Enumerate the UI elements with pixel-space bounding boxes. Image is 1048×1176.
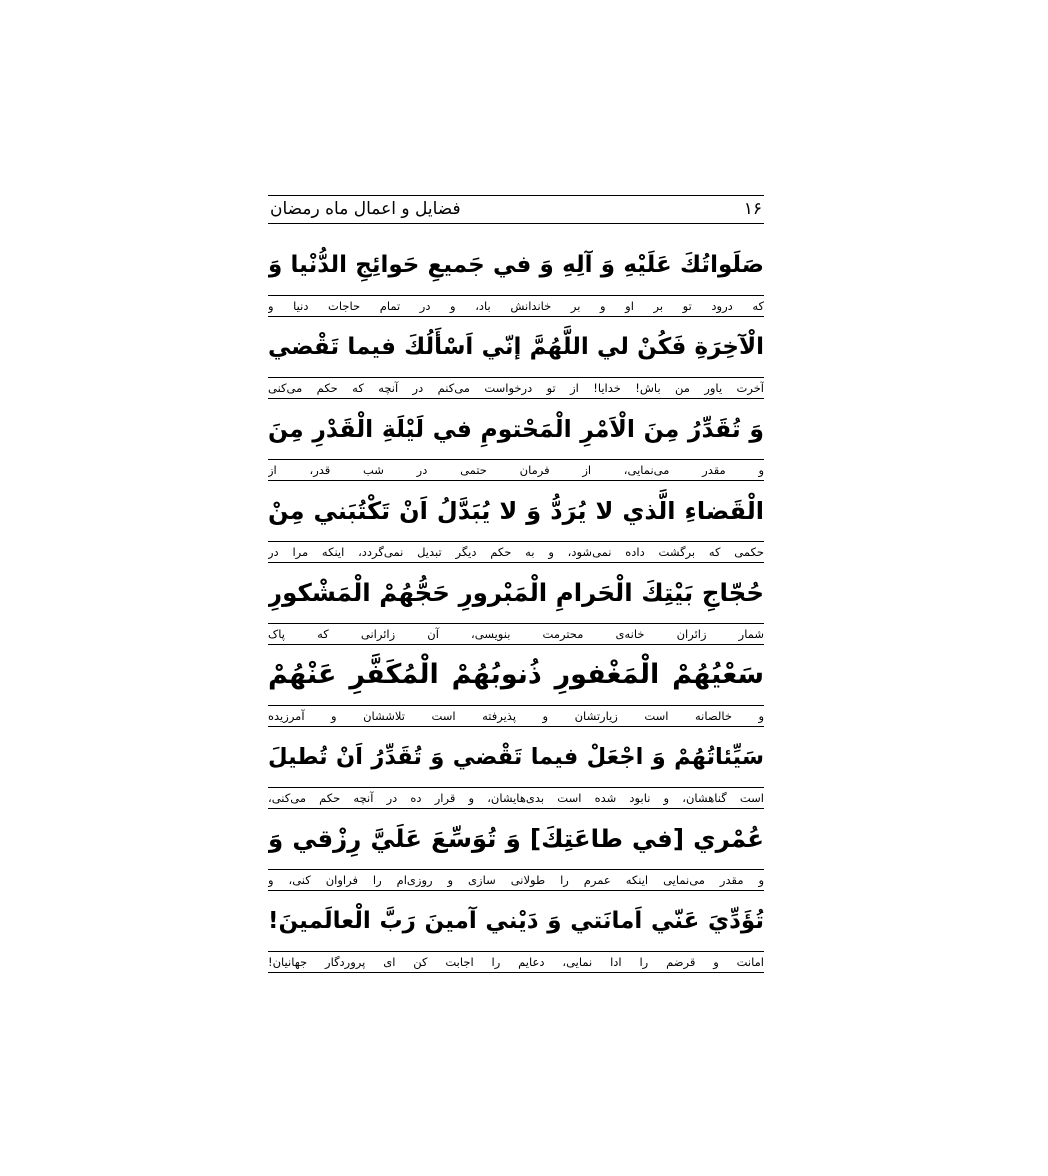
arabic-verse-line: سَيِّئاتُهُمْ وَ اجْعَلْ فيما تَقْضي وَ تُقَدِّرُ اَنْ تُطيلَ — [268, 744, 764, 770]
verse-block — [268, 895, 764, 977]
persian-translation-line: امانت و قرضم را ادا نمایی، دعایم را اجابت کن ای پروردگار جهانیان! — [268, 951, 764, 973]
arabic-verse-line: وَ تُقَدِّرُ مِنَ الْاَمْرِ الْمَحْتومِ في لَيْلَةِ الْقَدْرِ مِنَ — [268, 415, 764, 443]
verse-block — [268, 321, 764, 403]
persian-translation-line: حکمی که برگشت داده نمی‌شود، و به حکم دیگر تبدیل نمی‌گردد، اینکه مرا در — [268, 541, 764, 563]
arabic-verse-line: سَعْيُهُمْ الْمَغْفورِ ذُنوبُهُمْ الْمُكَفَّرِ عَنْهُمْ — [268, 659, 764, 690]
persian-translation-line: است گناهشان، و نابود شده است بدی‌هایشان، و قرار ده در آنچه حکم می‌کنی، — [268, 787, 764, 809]
persian-translation-line: و خالصانه است زیارتشان و پذیرفته است تلاششان و آمرزیده — [268, 705, 764, 727]
arabic-verse-line: عُمْري [في طاعَتِكَ] وَ تُوَسِّعَ عَلَيَّ رِزْقي وَ — [268, 824, 764, 853]
header-bottom-rule — [268, 223, 764, 224]
arabic-verse-line: حُجّاجِ بَيْتِكَ الْحَرامِ الْمَبْرورِ حَجُّهُمْ الْمَشْكورِ — [268, 578, 764, 607]
persian-translation-line: و مقدر می‌نمایی اینکه عمرم را طولانی سازی و روزی‌ام را فراوان کنی، و — [268, 869, 764, 891]
persian-translation-line: و مقدر می‌نمایی، از فرمان حتمی در شب قدر، از — [268, 459, 764, 481]
arabic-verse-line: الْآخِرَةِ فَكُنْ لي اللَّهُمَّ إنّي اَسْأَلُكَ فيما تَقْضي — [268, 334, 764, 360]
verse-block — [268, 813, 764, 895]
page-number: ۱۶ — [743, 199, 762, 219]
verse-block — [268, 403, 764, 485]
verse-block — [268, 567, 764, 649]
running-header — [268, 196, 764, 223]
arabic-verse-line: الْقَضاءِ الَّذي لا يُرَدُّ وَ لا يُبَدَّلُ اَنْ تَكْتُبَني مِنْ — [268, 497, 764, 525]
persian-translation-line: شمار زائران خانه‌ی محترمت بنویسی، آن زائرانی که پاک — [268, 623, 764, 645]
verse-block — [268, 485, 764, 567]
verse-block — [268, 731, 764, 813]
arabic-verse-line: تُؤَدِّيَ عَنّي اَمانَتي وَ دَيْني آمينَ رَبَّ الْعالَمينَ! — [268, 908, 764, 934]
arabic-verse-line: صَلَواتُكَ عَلَيْهِ وَ آلِهِ وَ في جَميعِ حَوائِجِ الدُّنْيا وَ — [268, 252, 764, 278]
persian-translation-line: آخرت یاور من باش! خدایا! از تو درخواست می‌کنم در آنچه که حکم می‌کنی — [268, 377, 764, 399]
verse-block — [268, 239, 764, 321]
book-title: فضایل و اعمال ماه رمضان — [270, 199, 461, 219]
verse-block — [268, 649, 764, 731]
persian-translation-line: که درود تو بر او و بر خاندانش باد، و در تمام حاجات دنیا و — [268, 295, 764, 317]
